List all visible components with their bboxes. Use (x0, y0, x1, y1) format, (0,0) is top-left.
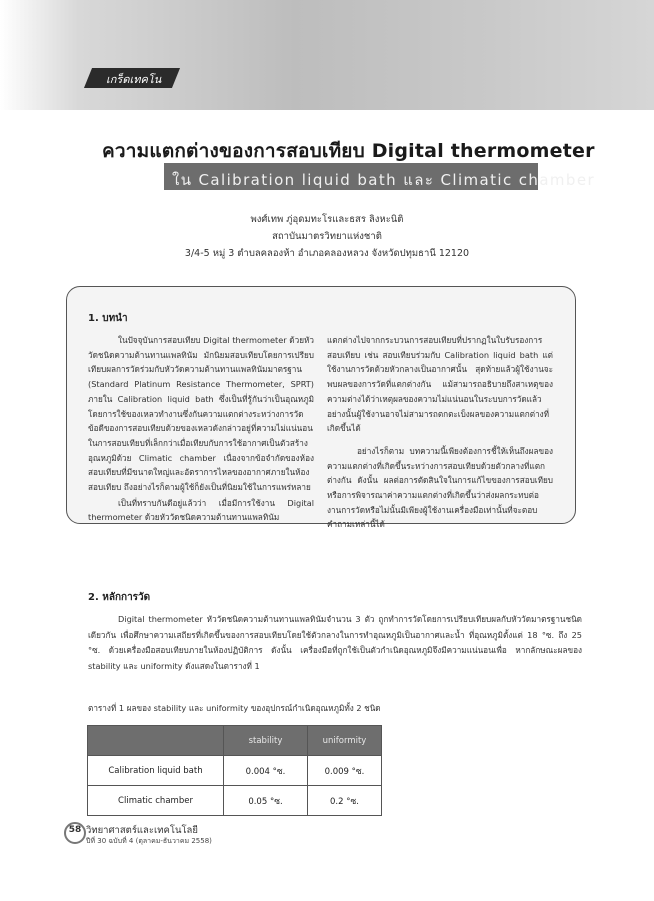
header-band (0, 0, 654, 110)
intro-right-paragraph-2: อย่างไรก็ตาม บทความนี้เพียงต้องการชี้ให้เห็นถึงผลของความแตกต่างที่เกิดขึ้นระหว่างการสอบเทียบด้วยตัวกลางที่แตกต่างกัน ดังนั้น ผลต่อการตัดสินใจในการแก้ไขของการสอบเทียบ หรือการพิจารณาค่าความแตกต่างที่เกิดขึ้นว่าส่งผลกระทบต่องานการวัดหรือไม่นั้นมีเพียงผู้ใช้งานเครื่องมือเท่านั้นที่จะตอบคำถามเหล่านี้ได้ (327, 445, 553, 530)
table-cell-stability: 0.004 °ซ. (224, 756, 308, 786)
principle-heading: 2. หลักการวัด (88, 592, 151, 603)
principle-paragraph: Digital thermometer หัววัดชนิดความต้านทานแพลทินัมจำนวน 3 ตัว ถูกทำการวัดโดยการเปรียบเทียบผลกับหัววัดมาตรฐานชนิดเดียวกัน เพื่อศึกษาความเสถียรที่เกิดขึ้นของการสอบเทียบโดยใช้ตัวกลางในการทำอุณหภูมิเป็นอากาศและน้ำ ที่อุณหภูมิตั้งแต่ 18 °ซ. ถึง 25 °ซ. ด้วยเครื่องมือสอบเทียบภายในห้องปฏิบัติการ ดังนั้น เครื่องมือที่ถูกใช้เป็นตัวกำเนิดอุณหภูมิจึงมีความแน่นอนเพื่อ หากลักษณะผลของ stability และ uniformity ดังแสดงในตารางที่ 1 (88, 614, 582, 671)
intro-left-paragraph-1: ในปัจจุบันการสอบเทียบ Digital thermometer ด้วยหัววัดชนิดความต้านทานแพลทินัม มักนิยมสอบเทียบโดยการเปรียบเทียบผลการวัดร่วมกับหัววัดความต้านทานแพลทินัมมาตรฐาน (Standard Platinum Resistance Thermometer, SPRT) ภายใน Calibration liquid bath ซึ่งเป็นที่รู้กันว่าเป็นอุณหภูมิโดยการใช้ของเหลวทำงานซึ่งกันความแตกต่างระหว่างการวัด ข้อดีของการสอบเทียบด้วยของเหลวดังกล่าวอยู่ที่ความไม่แน่นอนในการสอบเทียบที่เล็กกว่าเมื่อเทียบกับการใช้อากาศเป็นตัวสร้างอุณหภูมิด้วย Climatic chamber เนื่องจากข้อจำกัดของห้องสอบเทียบที่มีขนาดใหญ่และอัตราการไหลของอากาศภายในห้องสอบเทียบ ถึงอย่างไรก็ตามผู้ใช้ก็ยังเป็นที่นิยมใช้ในการแพร่หลาย (88, 335, 314, 493)
table-header-uniformity: uniformity (308, 726, 382, 756)
table-header-row (88, 726, 382, 756)
article-title: ความแตกต่างของการสอบเทียบ Digital thermometer (102, 140, 595, 162)
intro-left-paragraph-2: เป็นที่ทราบกันดีอยู่แล้วว่า เมื่อมีการใช้งาน Digital thermometer ด้วยหัววัดชนิดความต้านทานแพลทินัม (88, 497, 314, 523)
table-row (88, 786, 382, 816)
table-cell-device: Climatic chamber (88, 786, 224, 816)
table-cell-device: Calibration liquid bath (88, 756, 224, 786)
intro-right-column (327, 333, 553, 532)
section-tag: เกร็ดเทคโน (106, 73, 162, 86)
table-caption: ตารางที่ 1 ผลของ stability และ uniformity ของอุปกรณ์กำเนิดอุณหภูมิทั้ง 2 ชนิด (88, 703, 381, 713)
article-subtitle: ใน Calibration liquid bath และ Climatic chamber (172, 171, 596, 189)
table-row (88, 756, 382, 786)
magazine-issue: ปีที่ 30 ฉบับที่ 4 (ตุลาคม-ธันวาคม 2558) (86, 837, 212, 845)
magazine-title: วิทยาศาสตร์และเทคโนโลยี (86, 825, 198, 836)
table-header-cell (88, 726, 224, 756)
table-cell-stability: 0.05 °ซ. (224, 786, 308, 816)
address: 3/4-5 หมู่ 3 ตำบลคลองห้า อำเภอคลองหลวง จังหวัดปทุมธานี 12120 (184, 248, 470, 259)
authors: พงศ์เทพ ภู่อุดมทะโรและธสร ลิงหะนิติ (250, 214, 404, 225)
intro-right-paragraph-1: แตกต่างไปจากกระบวนการสอบเทียบที่ปรากฏในใบรับรองการสอบเทียบ เช่น สอบเทียบร่วมกับ Calibration liquid bath แต่ใช้งานการวัดด้วยหัวกลางเป็นอากาศนั้น สุดท้ายแล้วผู้ใช้งานจะพบผลของการวัดที่แตกต่างกัน แม้สามารถอธิบายถึงสาเหตุของความต่างได้ว่าเหตุผลของความไม่แน่นอนในระบบการวัดแล้วอย่างนั้นผู้ใช้งานอาจไม่สามารถตกตะเบ็งผลของความแตกต่างที่เกิดขึ้นได้ (327, 335, 553, 434)
table-cell-uniformity: 0.2 °ซ. (308, 786, 382, 816)
intro-left-column (88, 333, 314, 525)
table-header-stability: stability (224, 726, 308, 756)
table-cell-uniformity: 0.009 °ซ. (308, 756, 382, 786)
institution: สถาบันมาตรวิทยาแห่งชาติ (272, 231, 382, 242)
intro-heading: 1. บทนำ (88, 313, 128, 324)
page-number: 58 (68, 825, 82, 835)
results-table (87, 725, 382, 816)
